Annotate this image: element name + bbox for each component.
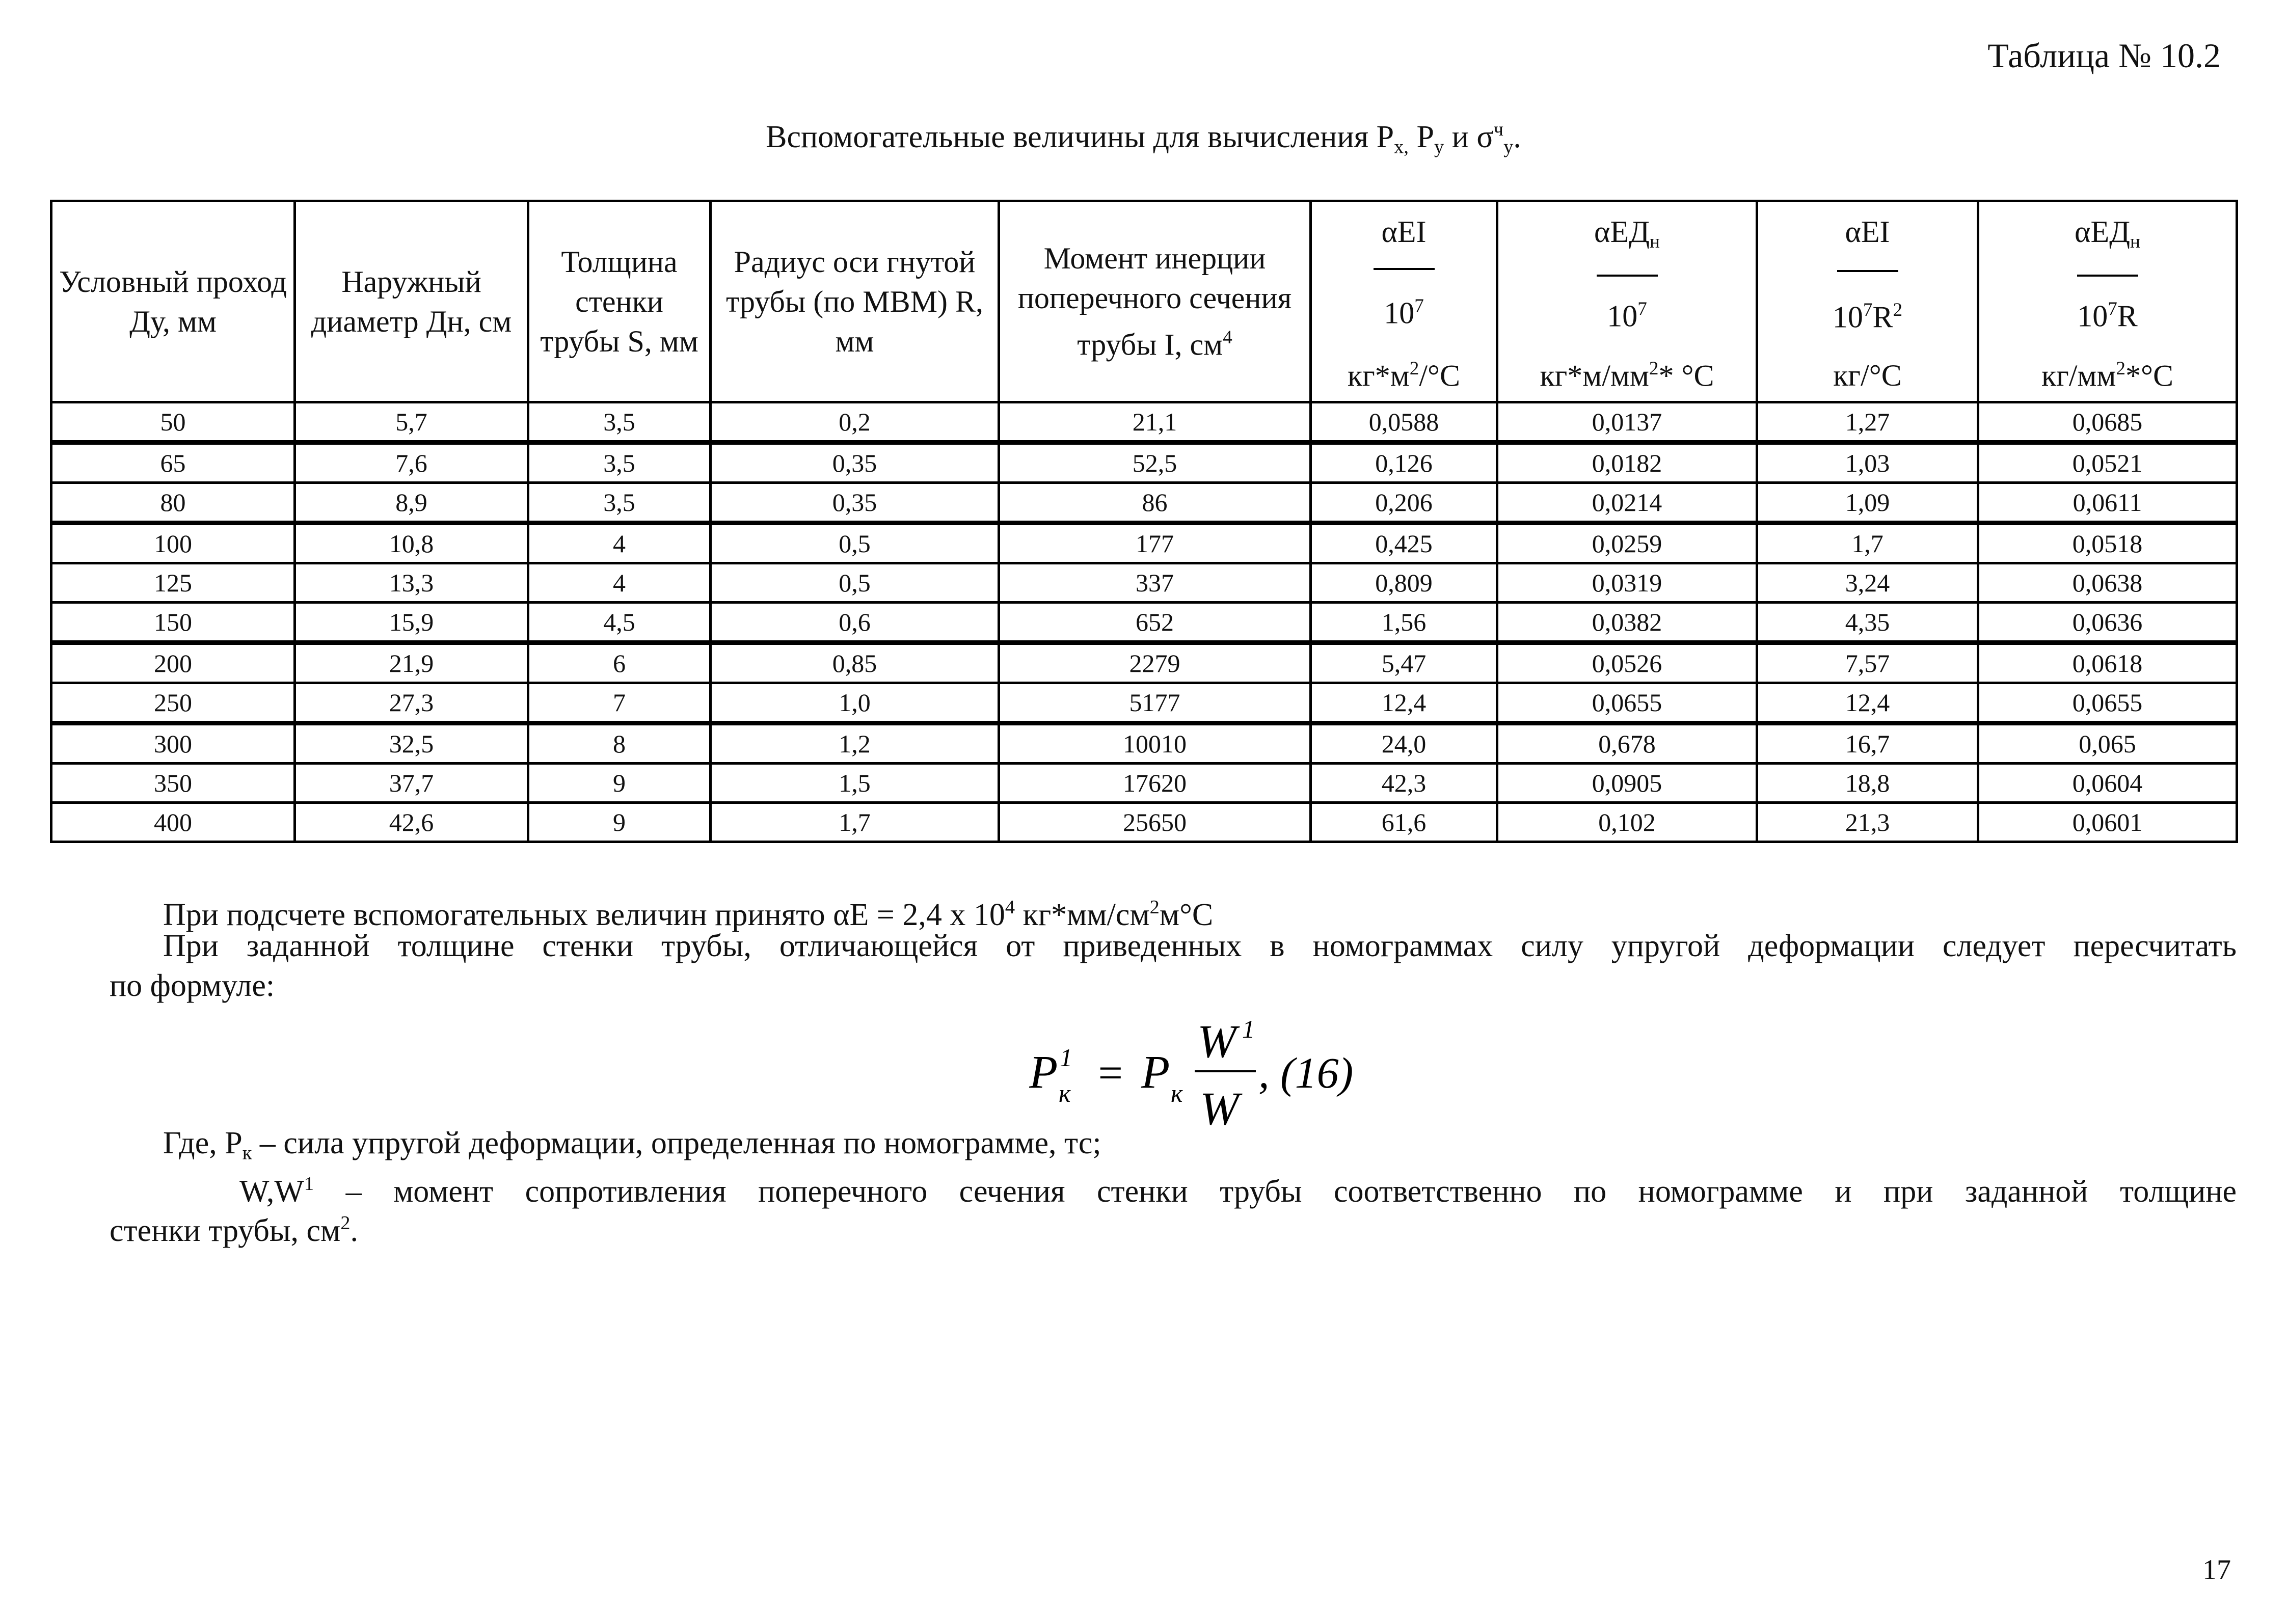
cell-aedn-1: 0,0905 (1497, 764, 1757, 803)
cell-aedn-2: 0,0521 (1978, 443, 2237, 483)
cell-aedn-1: 0,0319 (1497, 563, 1757, 603)
cell-dy: 300 (51, 723, 295, 764)
cell-dn: 27,3 (295, 683, 528, 723)
cell-dy: 350 (51, 764, 295, 803)
table-row (51, 443, 2237, 483)
formula-num: W (1197, 1015, 1236, 1067)
page-number: 17 (2202, 1554, 2231, 1586)
cell-s: 7 (528, 683, 711, 723)
cell-aedn-2: 0,0518 (1978, 523, 2237, 563)
formula-label: , (16) (1258, 1048, 1354, 1097)
cell-i: 177 (999, 523, 1311, 563)
cell-aedn-1: 0,102 (1497, 803, 1757, 842)
cell-dy: 150 (51, 603, 295, 643)
header-s: Толщина стенки трубы S, мм (528, 201, 711, 402)
cell-aei-1: 61,6 (1311, 803, 1497, 842)
table-caption: Вспомогательные величины для вычисления $P_{x,}$ $P_y$ и $\sigma^ч_y$. (766, 119, 1521, 158)
fraction-bar (1597, 275, 1658, 277)
cell-i: 25650 (999, 803, 1311, 842)
header-r: Радиус оси гнутой трубы (по МВМ) R, мм (711, 201, 999, 402)
cell-aedn-1: 0,678 (1497, 723, 1757, 764)
cell-s: 8 (528, 723, 711, 764)
cell-r: 0,2 (711, 402, 999, 443)
cell-aei-1: 42,3 (1311, 764, 1497, 803)
table-number: Таблица № 10.2 (1987, 36, 2221, 75)
paragraph-where-pk: Где, $P_к$ – сила упругой деформации, определенная по номограмме, тс; (163, 1126, 1101, 1164)
cell-aei-2: 4,35 (1757, 603, 1978, 643)
header-aei-1: αEI $10^7$ $кг*м^2/^\circ С$ (1311, 201, 1497, 402)
cell-s: 9 (528, 764, 711, 803)
cell-aei-1: 0,206 (1311, 483, 1497, 523)
cell-dn: 7,6 (295, 443, 528, 483)
cell-dy: 250 (51, 683, 295, 723)
cell-i: 5177 (999, 683, 1311, 723)
header-aedn-1: αEД$_н$ $10^7$ $кг*м/мм^2*$ °С (1497, 201, 1757, 402)
cell-s: 4 (528, 523, 711, 563)
fraction-bar (1374, 268, 1435, 270)
cell-aei-1: 1,56 (1311, 603, 1497, 643)
paragraph-where-w-cont: стенки трубы, $см^2$. (110, 1212, 359, 1249)
cell-aei-2: 3,24 (1757, 563, 1978, 603)
cell-r: 1,5 (711, 764, 999, 803)
table-row (51, 764, 2237, 803)
cell-dn: 8,9 (295, 483, 528, 523)
formula-den: W (1200, 1082, 1239, 1133)
paragraph-recalc: При заданной толщине стенки трубы, отличающейся от приведенных в номограммах силу упругой деформации следует пересчитать (163, 929, 2237, 963)
cell-aei-2: 1,27 (1757, 402, 1978, 443)
formula-rhs-sub: к (1171, 1079, 1183, 1107)
formula-lhs: P (1029, 1046, 1058, 1098)
cell-aei-2: 7,57 (1757, 643, 1978, 683)
cell-aei-1: 12,4 (1311, 683, 1497, 723)
cell-aei-1: 0,126 (1311, 443, 1497, 483)
cell-dy: 50 (51, 402, 295, 443)
cell-r: 0,5 (711, 563, 999, 603)
fraction-bar (1837, 270, 1898, 272)
cell-dn: 21,9 (295, 643, 528, 683)
cell-i: 2279 (999, 643, 1311, 683)
table-row (51, 402, 2237, 443)
formula-num-sup: 1 (1242, 1015, 1255, 1043)
cell-dy: 100 (51, 523, 295, 563)
table-row (51, 563, 2237, 603)
header-i: Момент инерции поперечного сечения трубы I, $см^4$ (999, 201, 1311, 402)
header-aedn-2: αEД$_н$ $10^7R$ $кг/мм^2*^\circ С$ (1978, 201, 2237, 402)
table-row (51, 523, 2237, 563)
cell-r: 1,2 (711, 723, 999, 764)
cell-aedn-1: 0,0182 (1497, 443, 1757, 483)
cell-aedn-2: 0,0655 (1978, 683, 2237, 723)
cell-dy: 125 (51, 563, 295, 603)
cell-aedn-1: 0,0526 (1497, 643, 1757, 683)
data-table (50, 200, 2238, 843)
cell-aei-2: 1,7 (1757, 523, 1978, 563)
cell-aei-2: 1,03 (1757, 443, 1978, 483)
cell-aedn-1: 0,0382 (1497, 603, 1757, 643)
cell-dn: 13,3 (295, 563, 528, 603)
cell-aedn-2: 0,0611 (1978, 483, 2237, 523)
formula-lhs-sub: к (1059, 1079, 1071, 1107)
cell-i: 52,5 (999, 443, 1311, 483)
cell-i: 652 (999, 603, 1311, 643)
cell-i: 337 (999, 563, 1311, 603)
table-row (51, 683, 2237, 723)
cell-aedn-1: 0,0259 (1497, 523, 1757, 563)
cell-dn: 5,7 (295, 402, 528, 443)
table-row (51, 643, 2237, 683)
header-dn: Наружный диаметр Дн, см (295, 201, 528, 402)
cell-r: 0,5 (711, 523, 999, 563)
cell-s: 3,5 (528, 483, 711, 523)
cell-aedn-2: 0,0638 (1978, 563, 2237, 603)
cell-dy: 80 (51, 483, 295, 523)
formula-lhs-sup: 1 (1060, 1043, 1072, 1072)
paragraph-coefficient: При подсчете вспомогательных величин принято αE = 2,4 х $10^4$ $кг*мм/см^2м^\circ С$ (163, 897, 1214, 933)
cell-dn: 15,9 (295, 603, 528, 643)
cell-r: 1,0 (711, 683, 999, 723)
cell-aei-1: 0,809 (1311, 563, 1497, 603)
cell-r: 0,35 (711, 483, 999, 523)
cell-aei-1: 24,0 (1311, 723, 1497, 764)
cell-dy: 400 (51, 803, 295, 842)
cell-s: 4,5 (528, 603, 711, 643)
paragraph-where-w: $W,W^1$ – момент сопротивления поперечного сечения стенки трубы соответственно по номограмме и при заданной толщине (239, 1173, 2237, 1209)
cell-s: 3,5 (528, 402, 711, 443)
cell-r: 0,85 (711, 643, 999, 683)
cell-s: 3,5 (528, 443, 711, 483)
cell-s: 4 (528, 563, 711, 603)
cell-aedn-2: 0,0636 (1978, 603, 2237, 643)
cell-aei-2: 18,8 (1757, 764, 1978, 803)
cell-aedn-1: 0,0214 (1497, 483, 1757, 523)
cell-dn: 10,8 (295, 523, 528, 563)
cell-i: 17620 (999, 764, 1311, 803)
formula-16 (1029, 1011, 1416, 1133)
cell-dn: 42,6 (295, 803, 528, 842)
table-row (51, 803, 2237, 842)
cell-aei-2: 12,4 (1757, 683, 1978, 723)
header-dy: Условный проход Ду, мм (51, 201, 295, 402)
cell-s: 9 (528, 803, 711, 842)
cell-aei-2: 21,3 (1757, 803, 1978, 842)
cell-dn: 32,5 (295, 723, 528, 764)
cell-aedn-2: 0,0604 (1978, 764, 2237, 803)
cell-aedn-2: 0,065 (1978, 723, 2237, 764)
cell-aedn-1: 0,0137 (1497, 402, 1757, 443)
paragraph-formula-intro: по формуле: (110, 968, 275, 1003)
formula-eq: = (1095, 1048, 1125, 1097)
table-row (51, 723, 2237, 764)
header-aei-2: αEI $10^7R^2$ кг/°С (1757, 201, 1978, 402)
cell-i: 86 (999, 483, 1311, 523)
cell-r: 0,6 (711, 603, 999, 643)
cell-s: 6 (528, 643, 711, 683)
cell-r: 1,7 (711, 803, 999, 842)
cell-dy: 200 (51, 643, 295, 683)
cell-r: 0,35 (711, 443, 999, 483)
cell-dn: 37,7 (295, 764, 528, 803)
cell-aei-2: 16,7 (1757, 723, 1978, 764)
table-row (51, 603, 2237, 643)
fraction-bar (2077, 275, 2138, 277)
cell-i: 21,1 (999, 402, 1311, 443)
cell-i: 10010 (999, 723, 1311, 764)
cell-aedn-2: 0,0685 (1978, 402, 2237, 443)
cell-aedn-2: 0,0601 (1978, 803, 2237, 842)
cell-aei-1: 0,425 (1311, 523, 1497, 563)
cell-aei-1: 5,47 (1311, 643, 1497, 683)
cell-dy: 65 (51, 443, 295, 483)
cell-aedn-2: 0,0618 (1978, 643, 2237, 683)
formula-rhs: P (1141, 1046, 1170, 1098)
header-row (51, 201, 2237, 402)
cell-aei-2: 1,09 (1757, 483, 1978, 523)
cell-aedn-1: 0,0655 (1497, 683, 1757, 723)
table-row (51, 483, 2237, 523)
cell-aei-1: 0,0588 (1311, 402, 1497, 443)
